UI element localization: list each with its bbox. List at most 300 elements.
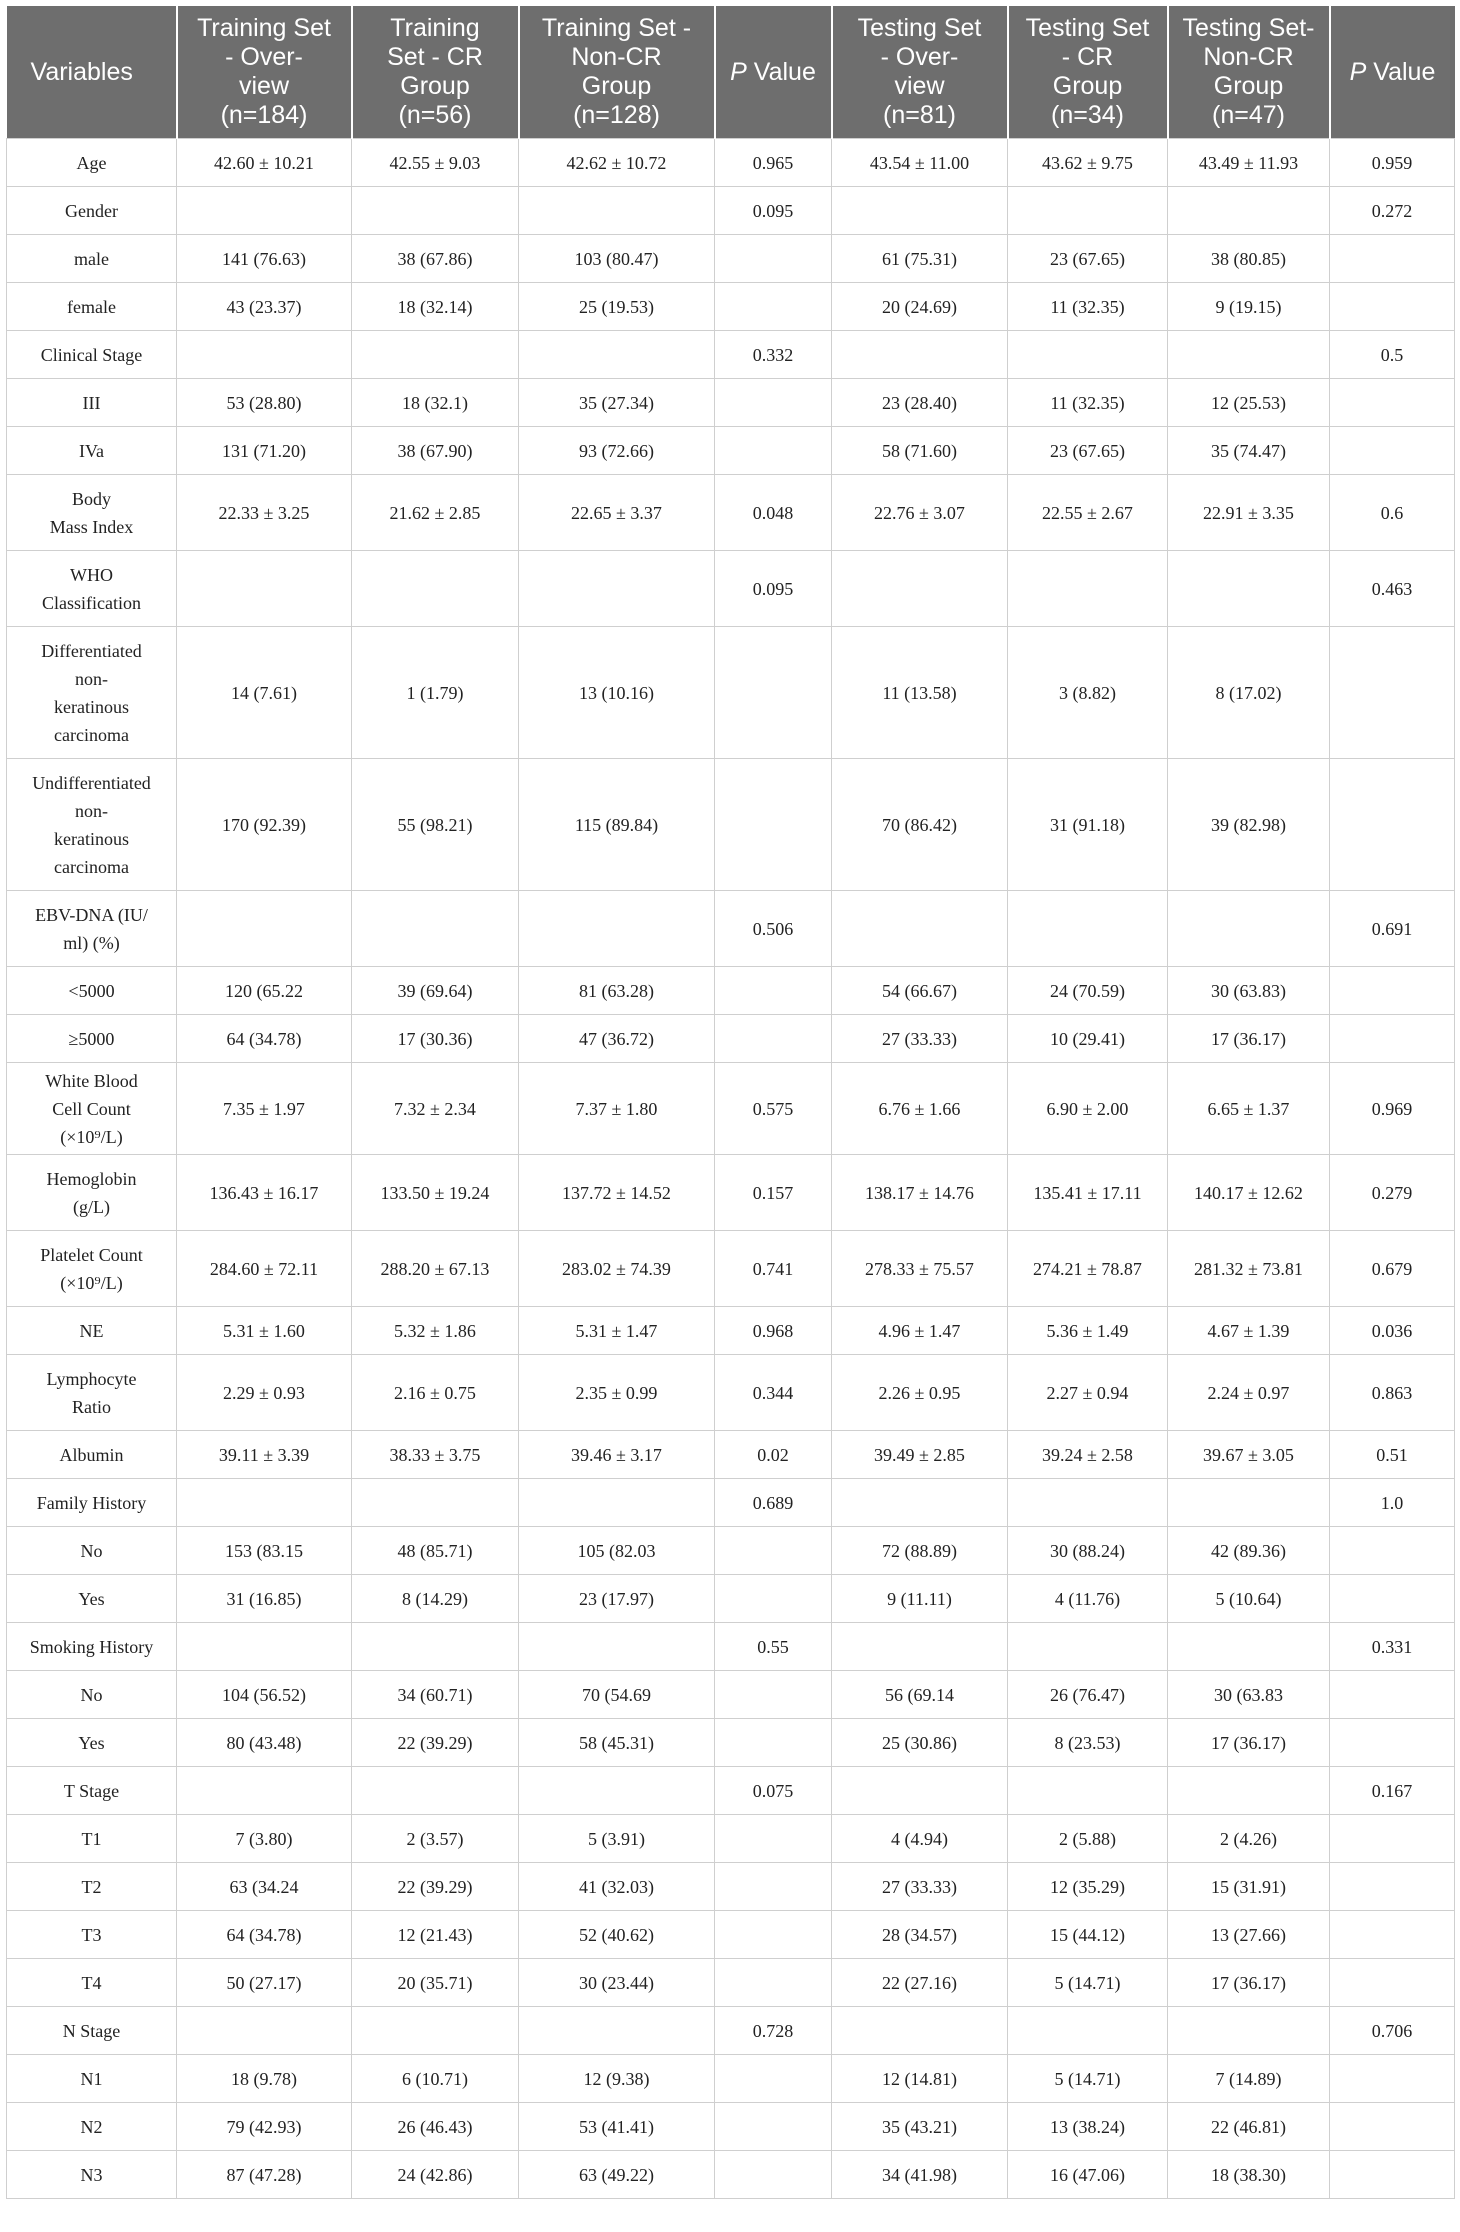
value-cell: 6.90 ± 2.00 — [1008, 1063, 1168, 1155]
p-value-cell — [715, 1671, 832, 1719]
value-cell: 17 (30.36) — [352, 1015, 519, 1063]
value-cell: 5.31 ± 1.60 — [177, 1307, 352, 1355]
p-value-cell: 0.095 — [715, 551, 832, 627]
row-label-line: Family History — [36, 1492, 147, 1513]
table-row — [7, 139, 1455, 187]
row-label — [7, 1355, 177, 1431]
row-label-line: EBV-DNA (IU/ — [35, 904, 148, 925]
p-value-cell: 0.095 — [715, 187, 832, 235]
p-value-cell — [715, 379, 832, 427]
value-cell — [1008, 1479, 1168, 1527]
row-label — [7, 1815, 177, 1863]
value-cell: 15 (31.91) — [1168, 1863, 1330, 1911]
p-value-cell — [715, 759, 832, 891]
value-cell: 5.31 ± 1.47 — [519, 1307, 715, 1355]
p-value-cell: 0.863 — [1330, 1355, 1455, 1431]
value-cell: 27 (33.33) — [832, 1863, 1008, 1911]
value-cell: 170 (92.39) — [177, 759, 352, 891]
row-label — [7, 2055, 177, 2103]
row-label-line: N3 — [80, 2164, 103, 2185]
value-cell: 43 (23.37) — [177, 283, 352, 331]
p-value-cell — [715, 283, 832, 331]
value-cell: 11 (13.58) — [832, 627, 1008, 759]
row-label-line: III — [82, 392, 101, 413]
value-cell: 35 (43.21) — [832, 2103, 1008, 2151]
row-label — [7, 379, 177, 427]
value-cell — [177, 331, 352, 379]
table-row — [7, 1863, 1455, 1911]
value-cell: 38.33 ± 3.75 — [352, 1431, 519, 1479]
value-cell: 54 (66.67) — [832, 967, 1008, 1015]
row-label — [7, 235, 177, 283]
baseline-characteristics-table — [6, 6, 1455, 2199]
value-cell: 4 (4.94) — [832, 1815, 1008, 1863]
row-label-line: Lymphocyte — [46, 1368, 137, 1389]
row-label-line: Cell Count — [52, 1098, 131, 1119]
table-row — [7, 1575, 1455, 1623]
value-cell: 2 (5.88) — [1008, 1815, 1168, 1863]
value-cell: 63 (34.24 — [177, 1863, 352, 1911]
value-cell — [1008, 1767, 1168, 1815]
value-cell — [832, 2007, 1008, 2055]
value-cell — [519, 187, 715, 235]
row-label — [7, 427, 177, 475]
value-cell: 39.67 ± 3.05 — [1168, 1431, 1330, 1479]
row-label — [7, 2007, 177, 2055]
row-label-line: carcinoma — [54, 856, 129, 877]
row-label — [7, 759, 177, 891]
row-label-line: (g/L) — [73, 1196, 110, 1217]
value-cell: 43.62 ± 9.75 — [1008, 139, 1168, 187]
value-cell: 138.17 ± 14.76 — [832, 1155, 1008, 1231]
table-row — [7, 1479, 1455, 1527]
value-cell: 120 (65.22 — [177, 967, 352, 1015]
value-cell: 2.24 ± 0.97 — [1168, 1355, 1330, 1431]
p-value-cell: 0.959 — [1330, 139, 1455, 187]
value-cell: 56 (69.14 — [832, 1671, 1008, 1719]
p-value-cell — [1330, 1959, 1455, 2007]
row-label-line: (×10⁹/L) — [60, 1126, 123, 1147]
value-cell: 30 (23.44) — [519, 1959, 715, 2007]
value-cell: 26 (76.47) — [1008, 1671, 1168, 1719]
p-value-cell — [715, 235, 832, 283]
row-label — [7, 1767, 177, 1815]
value-cell: 26 (46.43) — [352, 2103, 519, 2151]
row-label — [7, 139, 177, 187]
row-label — [7, 2151, 177, 2199]
value-cell — [352, 331, 519, 379]
table-row — [7, 1355, 1455, 1431]
value-cell — [352, 1767, 519, 1815]
value-cell: 141 (76.63) — [177, 235, 352, 283]
table-row — [7, 967, 1455, 1015]
value-cell: 14 (7.61) — [177, 627, 352, 759]
value-cell: 17 (36.17) — [1168, 1959, 1330, 2007]
value-cell: 58 (71.60) — [832, 427, 1008, 475]
value-cell: 80 (43.48) — [177, 1719, 352, 1767]
value-cell: 5 (10.64) — [1168, 1575, 1330, 1623]
value-cell: 47 (36.72) — [519, 1015, 715, 1063]
row-label — [7, 1015, 177, 1063]
value-cell — [1168, 551, 1330, 627]
table-row — [7, 759, 1455, 891]
table-row — [7, 475, 1455, 551]
value-cell: 5 (3.91) — [519, 1815, 715, 1863]
value-cell: 23 (67.65) — [1008, 427, 1168, 475]
p-value-cell — [715, 427, 832, 475]
value-cell: 7 (3.80) — [177, 1815, 352, 1863]
row-label-line: Undifferentiated — [32, 772, 151, 793]
value-cell: 22 (39.29) — [352, 1863, 519, 1911]
table-row — [7, 235, 1455, 283]
table-row — [7, 379, 1455, 427]
value-cell: 21.62 ± 2.85 — [352, 475, 519, 551]
value-cell: 8 (14.29) — [352, 1575, 519, 1623]
value-cell: 8 (17.02) — [1168, 627, 1330, 759]
p-value-cell — [1330, 379, 1455, 427]
value-cell: 28 (34.57) — [832, 1911, 1008, 1959]
value-cell: 34 (60.71) — [352, 1671, 519, 1719]
value-cell — [352, 187, 519, 235]
value-cell — [1168, 2007, 1330, 2055]
p-value-cell: 0.51 — [1330, 1431, 1455, 1479]
value-cell: 70 (86.42) — [832, 759, 1008, 891]
value-cell: 39.11 ± 3.39 — [177, 1431, 352, 1479]
value-cell: 274.21 ± 78.87 — [1008, 1231, 1168, 1307]
table-row — [7, 627, 1455, 759]
row-label — [7, 1671, 177, 1719]
p-value-cell — [1330, 427, 1455, 475]
p-value-cell — [1330, 235, 1455, 283]
row-label-line: Age — [76, 152, 107, 173]
value-cell: 12 (14.81) — [832, 2055, 1008, 2103]
value-cell — [832, 891, 1008, 967]
p-value-cell: 0.679 — [1330, 1231, 1455, 1307]
value-cell — [177, 1767, 352, 1815]
p-value-cell — [1330, 1911, 1455, 1959]
p-value-cell — [715, 2151, 832, 2199]
p-value-cell: 1.0 — [1330, 1479, 1455, 1527]
value-cell: 35 (74.47) — [1168, 427, 1330, 475]
value-cell: 4 (11.76) — [1008, 1575, 1168, 1623]
value-cell — [832, 1623, 1008, 1671]
value-cell — [177, 1623, 352, 1671]
header-training-p-value: P Value — [715, 6, 832, 139]
p-value-cell — [1330, 2103, 1455, 2151]
value-cell: 11 (32.35) — [1008, 379, 1168, 427]
value-cell: 18 (32.14) — [352, 283, 519, 331]
value-cell: 3 (8.82) — [1008, 627, 1168, 759]
value-cell: 103 (80.47) — [519, 235, 715, 283]
p-value-cell — [715, 1015, 832, 1063]
p-value-cell — [715, 1911, 832, 1959]
table-container — [6, 6, 1454, 2199]
value-cell: 42.55 ± 9.03 — [352, 139, 519, 187]
value-cell — [519, 551, 715, 627]
row-label-line: Smoking History — [29, 1636, 154, 1657]
value-cell: 93 (72.66) — [519, 427, 715, 475]
value-cell — [352, 1623, 519, 1671]
p-value-cell: 0.332 — [715, 331, 832, 379]
p-value-cell — [715, 967, 832, 1015]
value-cell: 18 (32.1) — [352, 379, 519, 427]
value-cell: 12 (21.43) — [352, 1911, 519, 1959]
p-value-cell — [715, 1719, 832, 1767]
value-cell — [1008, 331, 1168, 379]
table-row — [7, 1959, 1455, 2007]
value-cell: 12 (35.29) — [1008, 1863, 1168, 1911]
p-value-cell — [715, 2055, 832, 2103]
row-label — [7, 967, 177, 1015]
value-cell: 2 (4.26) — [1168, 1815, 1330, 1863]
p-value-cell — [1330, 1815, 1455, 1863]
value-cell: 42 (89.36) — [1168, 1527, 1330, 1575]
table-row — [7, 331, 1455, 379]
header-testing-noncr: Testing Set- Non-CR Group (n=47) — [1168, 6, 1330, 139]
value-cell: 2.16 ± 0.75 — [352, 1355, 519, 1431]
row-label-line: Ratio — [72, 1396, 111, 1417]
value-cell — [832, 551, 1008, 627]
p-value-cell: 0.036 — [1330, 1307, 1455, 1355]
row-label-line: Yes — [78, 1732, 105, 1753]
value-cell — [519, 2007, 715, 2055]
value-cell: 283.02 ± 74.39 — [519, 1231, 715, 1307]
value-cell: 64 (34.78) — [177, 1015, 352, 1063]
value-cell: 64 (34.78) — [177, 1911, 352, 1959]
row-label-line: Yes — [78, 1588, 105, 1609]
row-label — [7, 1575, 177, 1623]
p-value-cell: 0.575 — [715, 1063, 832, 1155]
value-cell: 131 (71.20) — [177, 427, 352, 475]
table-row — [7, 1815, 1455, 1863]
row-label-line: Mass Index — [49, 516, 134, 537]
table-row — [7, 2055, 1455, 2103]
value-cell: 43.54 ± 11.00 — [832, 139, 1008, 187]
value-cell: 17 (36.17) — [1168, 1015, 1330, 1063]
row-label-line: ml) (%) — [63, 932, 120, 953]
value-cell: 140.17 ± 12.62 — [1168, 1155, 1330, 1231]
table-row — [7, 1623, 1455, 1671]
row-label-line: Classification — [42, 592, 141, 613]
value-cell: 22.76 ± 3.07 — [832, 475, 1008, 551]
value-cell: 17 (36.17) — [1168, 1719, 1330, 1767]
value-cell: 22.65 ± 3.37 — [519, 475, 715, 551]
p-value-cell: 0.075 — [715, 1767, 832, 1815]
table-row — [7, 1231, 1455, 1307]
value-cell: 137.72 ± 14.52 — [519, 1155, 715, 1231]
p-value-cell — [1330, 1575, 1455, 1623]
value-cell — [1168, 187, 1330, 235]
value-cell — [832, 187, 1008, 235]
row-label — [7, 1155, 177, 1231]
p-value-cell: 0.5 — [1330, 331, 1455, 379]
row-label — [7, 2103, 177, 2151]
value-cell: 23 (17.97) — [519, 1575, 715, 1623]
p-value-cell — [1330, 1671, 1455, 1719]
row-label — [7, 1231, 177, 1307]
value-cell: 27 (33.33) — [832, 1015, 1008, 1063]
value-cell: 50 (27.17) — [177, 1959, 352, 2007]
table-row — [7, 891, 1455, 967]
table-row — [7, 2151, 1455, 2199]
p-value-cell — [715, 1959, 832, 2007]
value-cell — [177, 2007, 352, 2055]
value-cell: 7.35 ± 1.97 — [177, 1063, 352, 1155]
table-row — [7, 427, 1455, 475]
value-cell: 42.62 ± 10.72 — [519, 139, 715, 187]
p-value-cell: 0.02 — [715, 1431, 832, 1479]
value-cell — [1008, 1623, 1168, 1671]
value-cell: 6.76 ± 1.66 — [832, 1063, 1008, 1155]
table-row — [7, 283, 1455, 331]
value-cell: 39 (82.98) — [1168, 759, 1330, 891]
value-cell: 30 (63.83) — [1168, 967, 1330, 1015]
value-cell — [1008, 187, 1168, 235]
value-cell: 18 (38.30) — [1168, 2151, 1330, 2199]
value-cell: 133.50 ± 19.24 — [352, 1155, 519, 1231]
row-label-line: Platelet Count — [40, 1244, 143, 1265]
row-label-line: Body — [71, 488, 111, 509]
value-cell: 35 (27.34) — [519, 379, 715, 427]
row-label — [7, 331, 177, 379]
row-label-line: Gender — [65, 200, 118, 221]
table-row — [7, 1911, 1455, 1959]
value-cell — [832, 1767, 1008, 1815]
p-value-cell — [1330, 1527, 1455, 1575]
row-label — [7, 1911, 177, 1959]
p-value-cell: 0.6 — [1330, 475, 1455, 551]
p-value-cell — [715, 2103, 832, 2151]
p-value-cell: 0.689 — [715, 1479, 832, 1527]
value-cell: 24 (42.86) — [352, 2151, 519, 2199]
value-cell — [1008, 2007, 1168, 2055]
value-cell: 24 (70.59) — [1008, 967, 1168, 1015]
value-cell: 2.27 ± 0.94 — [1008, 1355, 1168, 1431]
value-cell — [177, 187, 352, 235]
value-cell: 5.32 ± 1.86 — [352, 1307, 519, 1355]
value-cell: 4.67 ± 1.39 — [1168, 1307, 1330, 1355]
value-cell: 31 (16.85) — [177, 1575, 352, 1623]
row-label — [7, 1431, 177, 1479]
value-cell: 23 (28.40) — [832, 379, 1008, 427]
row-label-line: Albumin — [59, 1444, 124, 1465]
value-cell: 22.33 ± 3.25 — [177, 475, 352, 551]
value-cell — [519, 1623, 715, 1671]
value-cell: 284.60 ± 72.11 — [177, 1231, 352, 1307]
value-cell — [177, 551, 352, 627]
p-value-cell — [1330, 2151, 1455, 2199]
value-cell: 38 (80.85) — [1168, 235, 1330, 283]
value-cell: 30 (88.24) — [1008, 1527, 1168, 1575]
value-cell — [352, 551, 519, 627]
value-cell: 13 (10.16) — [519, 627, 715, 759]
value-cell: 79 (42.93) — [177, 2103, 352, 2151]
row-label-line: ≥5000 — [68, 1028, 115, 1049]
value-cell: 23 (67.65) — [1008, 235, 1168, 283]
value-cell: 5.36 ± 1.49 — [1008, 1307, 1168, 1355]
row-label-line: carcinoma — [54, 724, 129, 745]
value-cell — [832, 1479, 1008, 1527]
header-row — [7, 6, 1455, 139]
p-value-cell — [1330, 1863, 1455, 1911]
value-cell: 6.65 ± 1.37 — [1168, 1063, 1330, 1155]
value-cell — [1168, 891, 1330, 967]
value-cell: 9 (19.15) — [1168, 283, 1330, 331]
value-cell: 5 (14.71) — [1008, 2055, 1168, 2103]
value-cell: 22.91 ± 3.35 — [1168, 475, 1330, 551]
table-row — [7, 2007, 1455, 2055]
table-row — [7, 1719, 1455, 1767]
table-row — [7, 2103, 1455, 2151]
value-cell: 39.24 ± 2.58 — [1008, 1431, 1168, 1479]
p-value-cell: 0.048 — [715, 475, 832, 551]
value-cell: 104 (56.52) — [177, 1671, 352, 1719]
row-label — [7, 891, 177, 967]
p-value-cell — [1330, 759, 1455, 891]
p-value-cell — [715, 1575, 832, 1623]
value-cell — [519, 331, 715, 379]
value-cell: 7.32 ± 2.34 — [352, 1063, 519, 1155]
table-row — [7, 187, 1455, 235]
p-value-cell: 0.968 — [715, 1307, 832, 1355]
p-value-cell: 0.741 — [715, 1231, 832, 1307]
value-cell: 2.26 ± 0.95 — [832, 1355, 1008, 1431]
value-cell: 53 (41.41) — [519, 2103, 715, 2151]
header-variables: Variables — [7, 6, 177, 139]
value-cell — [352, 891, 519, 967]
value-cell: 42.60 ± 10.21 — [177, 139, 352, 187]
row-label-line: T4 — [81, 1972, 102, 1993]
row-label — [7, 1719, 177, 1767]
p-value-cell: 0.331 — [1330, 1623, 1455, 1671]
value-cell: 58 (45.31) — [519, 1719, 715, 1767]
value-cell: 48 (85.71) — [352, 1527, 519, 1575]
value-cell: 115 (89.84) — [519, 759, 715, 891]
header-training-overview: Training Set - Over- view (n=184) — [177, 6, 352, 139]
value-cell: 2.29 ± 0.93 — [177, 1355, 352, 1431]
value-cell: 38 (67.90) — [352, 427, 519, 475]
value-cell: 31 (91.18) — [1008, 759, 1168, 891]
row-label — [7, 1063, 177, 1155]
value-cell: 52 (40.62) — [519, 1911, 715, 1959]
row-label-line: (×10⁹/L) — [60, 1272, 123, 1293]
row-label-line: keratinous — [54, 828, 129, 849]
value-cell: 7.37 ± 1.80 — [519, 1063, 715, 1155]
value-cell: 13 (38.24) — [1008, 2103, 1168, 2151]
value-cell: 11 (32.35) — [1008, 283, 1168, 331]
row-label-line: T2 — [81, 1876, 102, 1897]
p-value-cell — [715, 1527, 832, 1575]
p-value-cell — [1330, 2055, 1455, 2103]
value-cell: 22 (27.16) — [832, 1959, 1008, 2007]
table-row — [7, 1155, 1455, 1231]
value-cell — [519, 891, 715, 967]
row-label-line: Clinical Stage — [40, 344, 143, 365]
row-label-line: <5000 — [68, 980, 115, 1001]
value-cell: 8 (23.53) — [1008, 1719, 1168, 1767]
row-label-line: N Stage — [62, 2020, 121, 2041]
row-label — [7, 1479, 177, 1527]
header-testing-overview: Testing Set - Over- view (n=81) — [832, 6, 1008, 139]
row-label-line: male — [74, 248, 109, 269]
row-label — [7, 627, 177, 759]
p-value-cell: 0.55 — [715, 1623, 832, 1671]
p-value-cell: 0.706 — [1330, 2007, 1455, 2055]
p-value-cell: 0.965 — [715, 139, 832, 187]
value-cell: 2 (3.57) — [352, 1815, 519, 1863]
p-value-cell — [715, 627, 832, 759]
row-label-line: N1 — [80, 2068, 103, 2089]
